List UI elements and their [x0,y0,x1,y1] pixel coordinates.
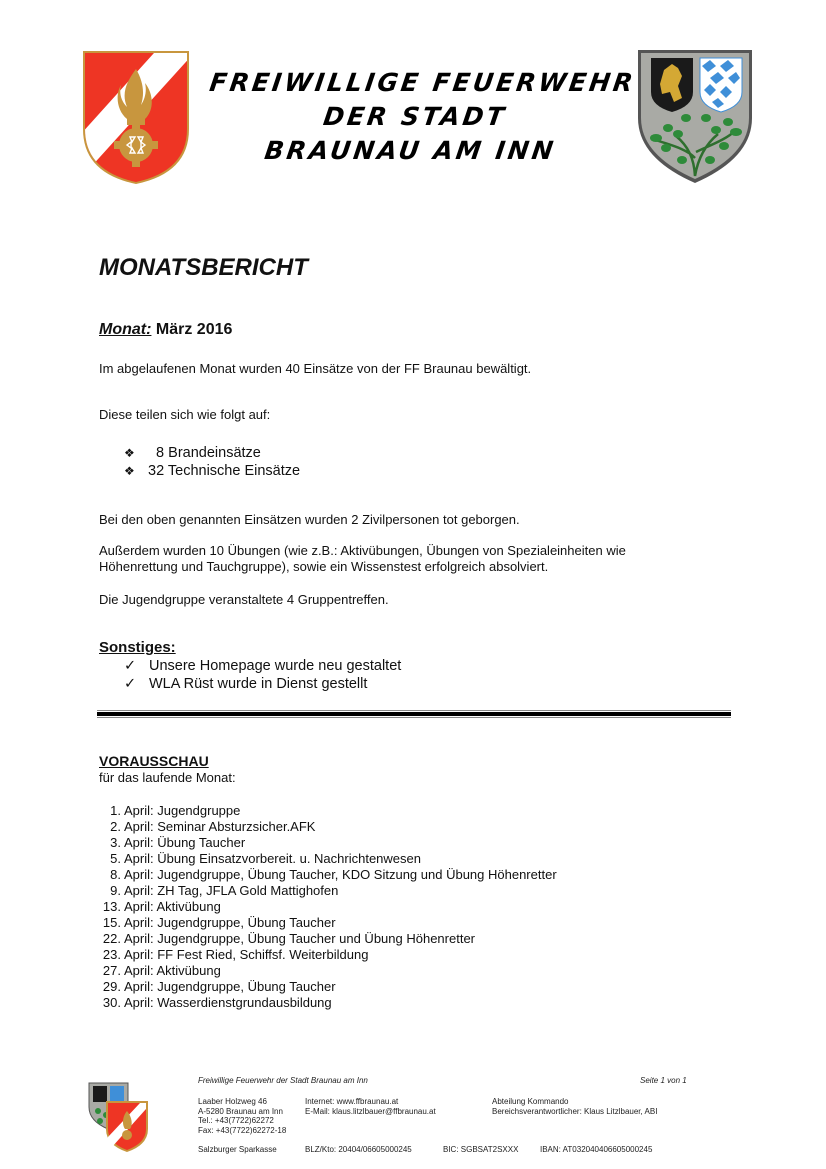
schedule-text: April: Aktivübung [124,899,221,914]
diamond-bullet-icon: ❖ [124,446,135,460]
organization-title [198,66,638,168]
preview-heading: VORAUSSCHAU [99,753,209,769]
footer-org: Freiwillige Feuerwehr der Stadt Braunau am Inn [198,1076,368,1085]
schedule-item [99,899,557,915]
address-line: Fax: +43(7722)62272-18 [198,1125,287,1135]
address-line: Tel.: +43(7722)62272 [198,1116,274,1125]
month-label: Monat: [99,321,152,338]
schedule-day: 3. [110,835,121,850]
footer-page-number: Seite 1 von 1 [640,1076,687,1085]
schedule-day: 23. [102,947,121,962]
footer-logo [88,1081,150,1153]
report-month [99,321,232,339]
schedule-day: 30. [102,995,121,1010]
org-line: DER STADT [321,102,509,131]
intro-paragraph: Im abgelaufenen Monat wurden 40 Einsätze von der FF Braunau bewältigt. [99,361,532,376]
schedule-day: 22. [102,931,121,946]
check-text: Unsere Homepage wurde neu gestaltet [149,658,402,674]
org-line: FREIWILLIGE FEUERWEHR [207,68,638,97]
checkmark-icon: ✓ [124,676,137,692]
schedule-day: 29. [102,979,121,994]
schedule-item [99,963,557,979]
schedule-text: April: FF Fest Ried, Schiffsf. Weiterbildung [124,947,369,962]
footer-bic: BIC: SGBSAT2SXXX [443,1145,519,1154]
braunau-coat-of-arms [636,48,754,185]
schedule-day: 5. [110,851,121,866]
exercises-paragraph-line1: Außerdem wurden 10 Übungen (wie z.B.: Aktivübungen, Übungen von Spezialeinheiten wie [99,543,626,558]
address-line: Laaber Holzweg 46 [198,1097,267,1106]
incident-breakdown-list [124,444,300,480]
list-item [124,462,300,480]
schedule-item [99,819,557,835]
section-divider [97,710,731,718]
address-line: A-5280 Braunau am Inn [198,1106,283,1116]
schedule-item [99,979,557,995]
schedule-item [99,883,557,899]
schedule-day: 27. [102,963,121,978]
org-line: BRAUNAU AM INN [262,136,558,165]
schedule-item [99,803,557,819]
schedule-day: 15. [102,915,121,930]
schedule-text: April: Wasserdienstgrundausbildung [124,995,332,1010]
schedule-text: April: Seminar Absturzsicher.AFK [124,819,316,834]
victims-paragraph: Bei den oben genannten Einsätzen wurden 2 Zivilpersonen tot geborgen. [99,512,520,527]
schedule-text: April: Jugendgruppe, Übung Taucher [124,979,336,994]
report-title: MONATSBERICHT [99,254,308,281]
footer-bank: Salzburger Sparkasse [198,1145,277,1154]
schedule-item [99,947,557,963]
month-value: März 2016 [155,321,233,338]
schedule-text: April: Übung Taucher [124,835,246,850]
email-link[interactable]: E-Mail: klaus.litzlbauer@ffbraunau.at [305,1106,436,1116]
checkmark-icon: ✓ [124,658,137,674]
schedule-list [99,803,557,1011]
preview-subheading: für das laufende Monat: [99,770,236,785]
footer-contact [305,1097,436,1116]
list-item [124,657,401,675]
youth-paragraph: Die Jugendgruppe veranstaltete 4 Gruppentreffen. [99,592,389,607]
split-intro: Diese teilen sich wie folgt auf: [99,407,271,422]
department-line: Bereichsverantwortlicher: Klaus Litzlbauer, ABI [492,1106,658,1116]
misc-heading: Sonstiges: [99,639,176,656]
schedule-text: April: Jugendgruppe, Übung Taucher [124,915,336,930]
schedule-text: April: Übung Einsatzvorbereit. u. Nachrichtenwesen [124,851,421,866]
footer-address [198,1097,286,1135]
list-item [124,444,300,462]
schedule-day: 13. [102,899,121,914]
schedule-item [99,995,557,1011]
schedule-item [99,867,557,883]
footer-iban: IBAN: AT032040406605000245 [540,1145,653,1154]
footer-department [492,1097,657,1116]
schedule-item [99,931,557,947]
schedule-text: April: Jugendgruppe [124,803,241,818]
footer-blz: BLZ/Kto: 20404/06605000245 [305,1145,412,1154]
website-link[interactable]: Internet: www.ffbraunau.at [305,1097,399,1106]
list-item [124,675,401,693]
fire-brigade-emblem [81,49,191,185]
schedule-item [99,835,557,851]
bullet-text: 8 Brandeinsätze [148,445,261,461]
misc-list [124,657,401,693]
exercises-paragraph-line2: Höhenrettung und Tauchgruppe), sowie ein Wissenstest erfolgreich absolviert. [99,559,549,574]
schedule-item [99,915,557,931]
schedule-text: April: Jugendgruppe, Übung Taucher und Übung Höhenretter [124,931,475,946]
check-text: WLA Rüst wurde in Dienst gestellt [149,676,368,692]
schedule-text: April: ZH Tag, JFLA Gold Mattighofen [124,883,339,898]
schedule-day: 1. [110,803,121,818]
diamond-bullet-icon: ❖ [124,464,135,478]
schedule-day: 9. [110,883,121,898]
department-line: Abteilung Kommando [492,1097,569,1106]
schedule-day: 2. [110,819,121,834]
schedule-text: April: Jugendgruppe, Übung Taucher, KDO Sitzung und Übung Höhenretter [124,867,557,882]
bullet-text: 32 Technische Einsätze [148,463,301,479]
schedule-day: 8. [110,867,121,882]
schedule-text: April: Aktivübung [124,963,221,978]
schedule-item [99,851,557,867]
